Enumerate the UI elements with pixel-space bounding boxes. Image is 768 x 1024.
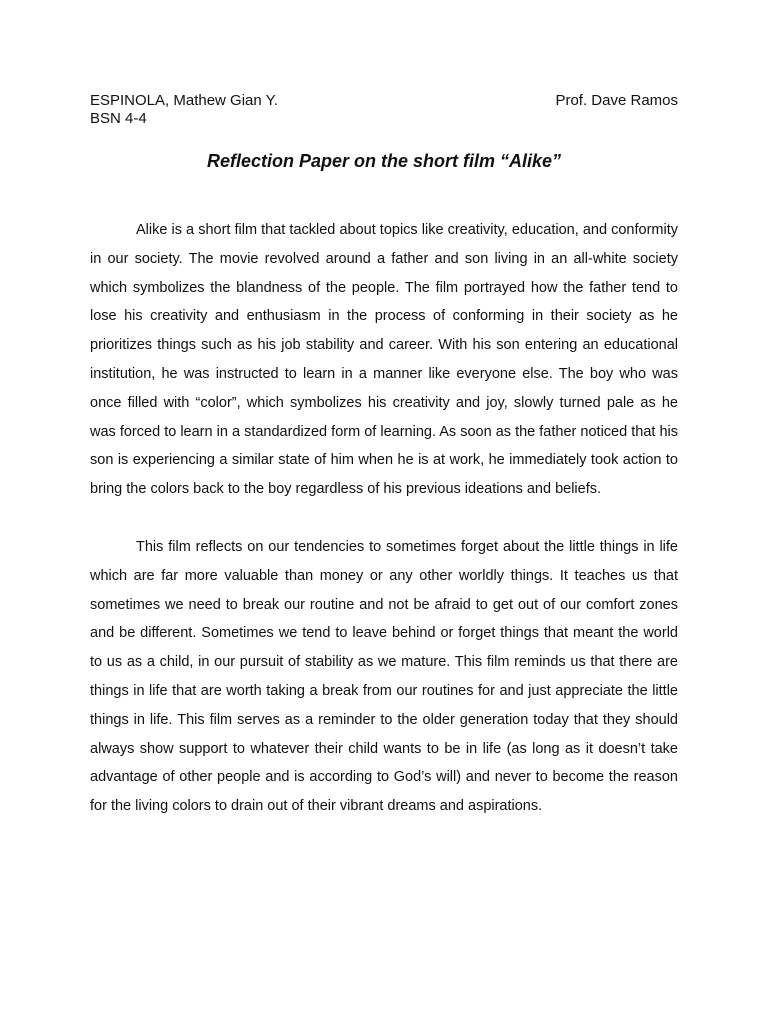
paragraph-2: This film reflects on our tendencies to sometimes forget about the little things in life which are far more valuable than money or any other worldly things. It teaches us that sometimes we need to break our routine and not be afraid to get out of our comfort zones and be different. Sometimes we tend to leave behind or forget things that meant the world to us as a child, in our pursuit of stability as we mature. This film reminds us that there are things in life that are worth taking a break from our routines for and just appreciate the little things in life. This film serves as a reminder to the older generation today that they should always show support to whatever their child wants to be in life (as long as it doesn’t take advantage of other people and is according to God’s will) and never to become the reason for the living colors to drain out of their vibrant dreams and aspirations.	[90, 538, 678, 815]
paper-body	[90, 216, 678, 821]
paper-title: Reflection Paper on the short film “Alike”	[206, 151, 562, 171]
student-name: ESPINOLA, Mathew Gian Y.	[90, 92, 278, 109]
header-row	[90, 92, 678, 110]
paragraph-1: Alike is a short film that tackled about topics like creativity, education, and conformity in our society. The movie revolved around a father and son living in an all-white society which symbolizes the blandness of the people. The film portrayed how the father tend to lose his creativity and enthusiasm in the process of conforming in their society as he prioritizes things such as his job stability and career. With his son entering an educational institution, he was instructed to learn in a manner like everyone else. The boy who was once filled with “color”, which symbolizes his creativity and joy, slowly turned pale as he was forced to learn in a standardized form of learning. As soon as the father noticed that his son is experiencing a similar state of him when he is at work, he immediately took action to bring the colors back to the boy regardless of his previous ideations and beliefs.	[90, 222, 678, 498]
professor-name: Prof. Dave Ramos	[555, 92, 678, 109]
document-header	[90, 92, 678, 128]
section-label: BSN 4-4	[90, 110, 147, 127]
